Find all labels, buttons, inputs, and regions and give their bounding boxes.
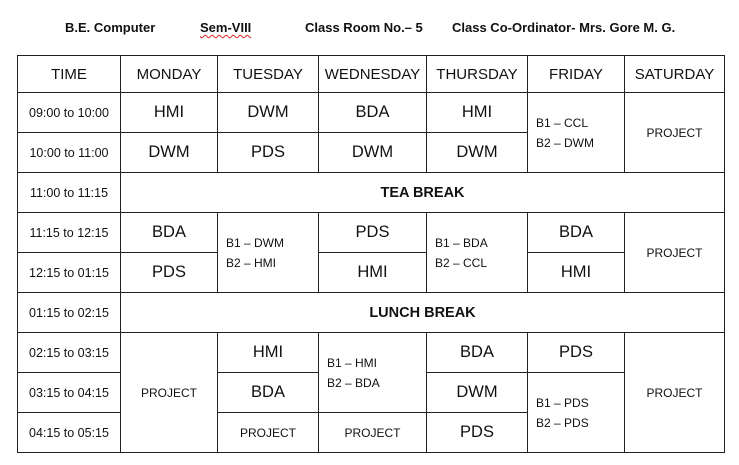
tea-break-row: TEA BREAK (121, 173, 725, 213)
column-header-thursday: THURSDAY (427, 56, 528, 93)
batch-line: B1 – DWM (226, 235, 285, 250)
subject-cell: DWM (427, 373, 528, 413)
subject-cell: HMI (427, 93, 528, 133)
time-slot: 12:15 to 01:15 (18, 253, 121, 293)
batch-line: B1 – PDS (536, 395, 589, 410)
table-row (18, 293, 725, 333)
subject-cell: HMI (121, 93, 218, 133)
subject-cell: PDS (218, 133, 319, 173)
project-cell: PROJECT (625, 213, 725, 293)
project-cell: PROJECT (121, 333, 218, 453)
subject-cell: HMI (218, 333, 319, 373)
subject-cell: HMI (319, 253, 427, 293)
table-row (18, 213, 725, 253)
column-header-saturday: SATURDAY (625, 56, 725, 93)
subject-cell: DWM (218, 93, 319, 133)
table-row (18, 253, 725, 293)
time-slot: 01:15 to 02:15 (18, 293, 121, 333)
column-header-wednesday: WEDNESDAY (319, 56, 427, 93)
lunch-break-row: LUNCH BREAK (121, 293, 725, 333)
subject-cell: BDA (218, 373, 319, 413)
time-slot: 11:15 to 12:15 (18, 213, 121, 253)
project-cell: PROJECT (319, 413, 427, 453)
subject-cell: PDS (121, 253, 218, 293)
batch-line: B2 – PDS (536, 415, 589, 430)
column-header-friday: FRIDAY (528, 56, 625, 93)
subject-cell: PDS (427, 413, 528, 453)
column-header-tuesday: TUESDAY (218, 56, 319, 93)
batch-line: B1 – BDA (435, 235, 488, 250)
dept-label: B.E. Computer (65, 20, 156, 35)
table-row (18, 333, 725, 373)
subject-cell: PDS (319, 213, 427, 253)
subject-cell: DWM (319, 133, 427, 173)
column-header-time: TIME (18, 56, 121, 93)
batch-line: B2 – HMI (226, 255, 277, 270)
batch-cell (319, 333, 427, 413)
project-cell: PROJECT (625, 93, 725, 173)
project-cell: PROJECT (218, 413, 319, 453)
time-slot: 09:00 to 10:00 (18, 93, 121, 133)
batch-line: B2 – CCL (435, 255, 488, 270)
batch-line: B2 – DWM (536, 135, 595, 150)
header-row (18, 56, 725, 93)
batch-line: B1 – HMI (327, 355, 378, 370)
semester-label: Sem-VIII (200, 20, 252, 35)
subject-cell: BDA (121, 213, 218, 253)
time-slot: 03:15 to 04:15 (18, 373, 121, 413)
batch-cell (528, 373, 625, 453)
time-slot: 04:15 to 05:15 (18, 413, 121, 453)
subject-cell: BDA (427, 333, 528, 373)
subject-cell: DWM (121, 133, 218, 173)
timetable (17, 55, 725, 453)
batch-cell (427, 213, 528, 293)
subject-cell: BDA (319, 93, 427, 133)
batch-cell (528, 93, 625, 173)
batch-cell (218, 213, 319, 293)
table-row (18, 173, 725, 213)
coordinator-label: Class Co-Ordinator- Mrs. Gore M. G. (452, 20, 676, 35)
subject-cell: DWM (427, 133, 528, 173)
table-row (18, 93, 725, 133)
classroom-label: Class Room No.– 5 (305, 20, 423, 35)
batch-line: B1 – CCL (536, 115, 589, 130)
project-cell: PROJECT (625, 333, 725, 453)
time-slot: 02:15 to 03:15 (18, 333, 121, 373)
subject-cell: HMI (528, 253, 625, 293)
column-header-monday: MONDAY (121, 56, 218, 93)
subject-cell: PDS (528, 333, 625, 373)
batch-line: B2 – BDA (327, 375, 380, 390)
time-slot: 10:00 to 11:00 (18, 133, 121, 173)
subject-cell: BDA (528, 213, 625, 253)
time-slot: 11:00 to 11:15 (18, 173, 121, 213)
